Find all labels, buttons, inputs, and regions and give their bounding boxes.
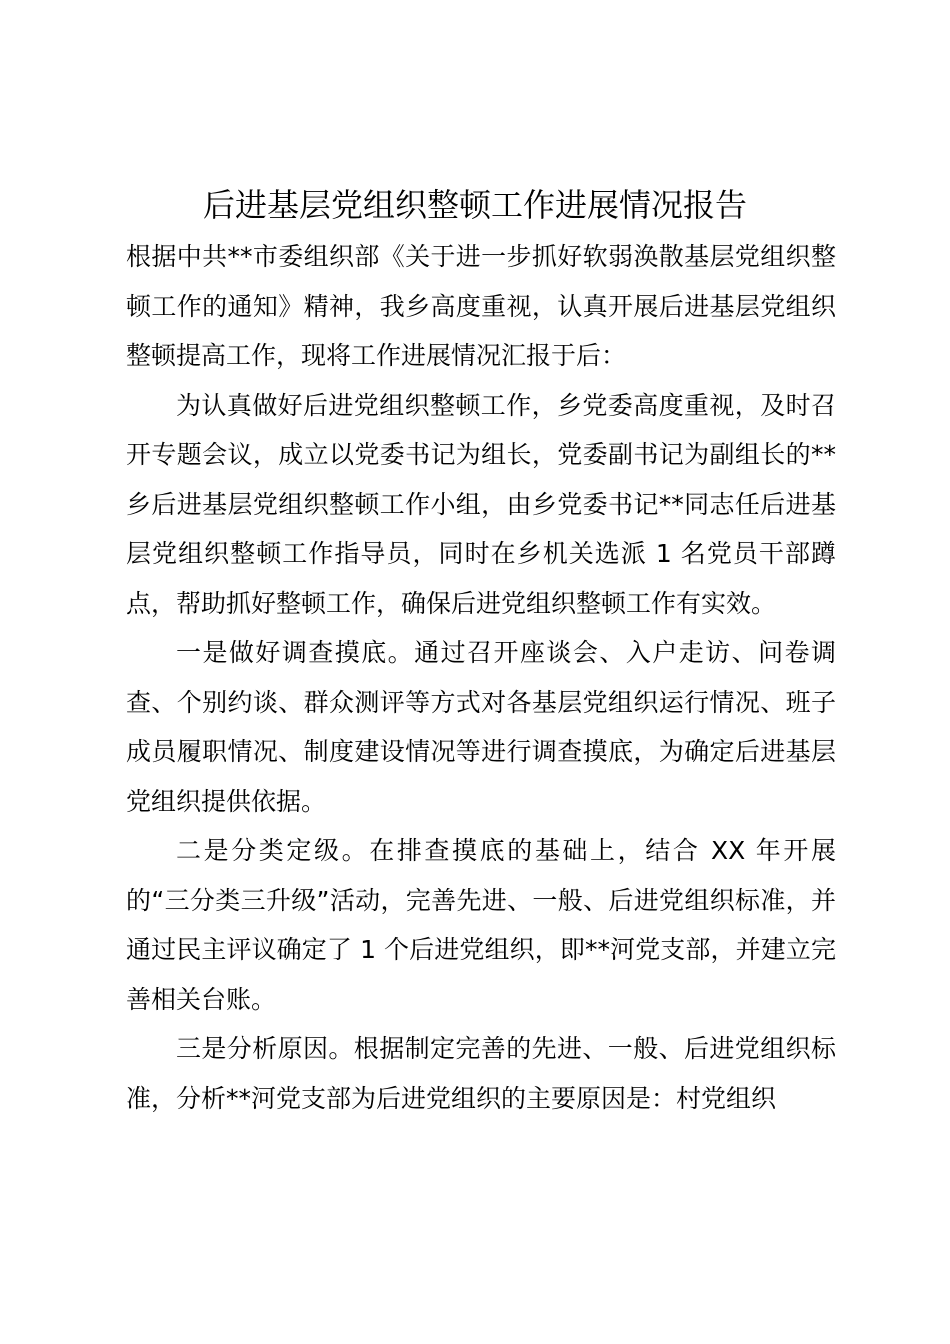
paragraph-intro: 根据中共**市委组织部《关于进一步抓好软弱涣散基层党组织整顿工作的通知》精神，我乡高度重视，认真开展后进基层党组织整顿提高工作，现将工作进展情况汇报于后： bbox=[126, 242, 836, 370]
paragraph-classification: 二是分类定级。在排查摸底的基础上，结合 XX 年开展的“三分类三升级”活动，完善先进、一般、后进党组织标准，并通过民主评议确定了 1 个后进党组织，即**河党支部，并建立完善相关台账。 bbox=[126, 836, 836, 1014]
document-title: 后进基层党组织整顿工作进展情况报告 bbox=[202, 186, 747, 224]
paragraph-analysis: 三是分析原因。根据制定完善的先进、一般、后进党组织标准，分析**河党支部为后进党组织的主要原因是：村党组织 bbox=[126, 1034, 836, 1113]
paragraph-organization: 为认真做好后进党组织整顿工作，乡党委高度重视，及时召开专题会议，成立以党委书记为组长，党委副书记为副组长的**乡后进基层党组织整顿工作小组，由乡党委书记**同志任后进基层党组织整顿工作指导员，同时在乡机关选派 1 名党员干部蹲点，帮助抓好整顿工作，确保后进党组织整顿工作有实效。 bbox=[126, 390, 836, 618]
document-body bbox=[126, 232, 836, 1123]
paragraph-investigation: 一是做好调查摸底。通过召开座谈会、入户走访、问卷调查、个别约谈、群众测评等方式对各基层党组织运行情况、班子成员履职情况、制度建设情况等进行调查摸底，为确定后进基层党组织提供依据。 bbox=[126, 638, 836, 816]
